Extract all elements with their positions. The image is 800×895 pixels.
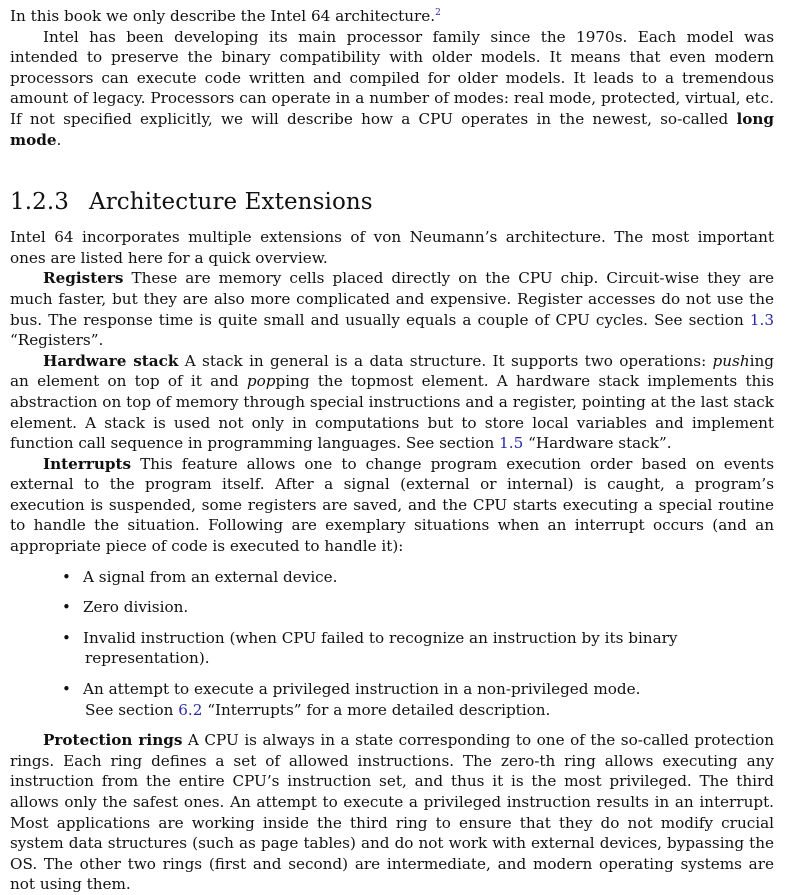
intro-paragraph-text: Intel has been developing its main processor family since the 1970s. Each model was intended to preserve the binary compatibility with older models. It means that even modern processors can execute code written and compiled for older models. It leads to a tremendous amount of legacy. Processors can operate in a number of modes: real mode, protected, virtual, etc. If not specified explicitly, we will describe how a CPU operates in the newest, so-called [10,27,774,128]
stack-text-1: A stack in general is a data structure. It supports two operations: [178,351,713,370]
interrupt-list [10,567,774,721]
interrupts-text: This feature allows one to change program execution order based on events external to the program itself. After a signal (external or internal) is caught, a program’s execution is suspended, some registers are saved, and the CPU starts executing a special routine to handle the situation. Following are exemplary situations when an interrupt occurs (and an appropriate piece of code is executed to handle it): [10,454,774,556]
stack-section-link[interactable]: 1.5 [499,434,524,453]
registers-text: These are memory cells placed directly on the CPU chip. Circuit-wise they are much faster, but they are also more complicated and expensive. Register accesses do not use the bus. The response time is quite small and usually equals a couple of CPU cycles. See section [10,269,774,329]
interrupts-term: Interrupts [43,454,132,473]
overview-paragraph: Intel 64 incorporates multiple extensions of von Neumann’s architecture. The most important ones are listed here for a quick overview. [10,228,774,267]
registers-end: “Registers”. [10,331,104,350]
list-item-text: Zero division. [83,598,189,617]
interrupts-paragraph [10,454,774,557]
stack-text-3: ping the topmost element. A hardware stack implements this abstraction on top of memory through special instructions and a register, pointing at the last stack element. A stack is used not only in computations but to store local variables and implement function call sequence in programming languages. See section [10,372,774,453]
bullet-icon: • [62,598,71,617]
intro-text: In this book we only describe the Intel 64 architecture. [10,7,436,25]
registers-paragraph [10,268,774,350]
long-mode-term: long mode [10,109,774,149]
list-item [10,628,774,669]
footnote-link[interactable]: 2 [435,8,441,18]
list-item [10,679,774,720]
intro-paragraph-end: . [56,130,62,149]
intro-line [10,6,774,27]
stack-text-2: ing an element on top of it and [10,351,775,391]
interrupts-section-link[interactable]: 6.2 [178,700,203,719]
push-emphasis: push [712,351,750,370]
bullet-icon: • [62,628,71,647]
rings-text: A CPU is always in a state corresponding to one of the so-called protection rings. Each ring defines a set of allowed instructions. The zero-th ring allows executing any instruction from the entire CPU’s instruction set, and thus it is the most privileged. The third allows only the safest ones. An attempt to execute a privileged instruction results in an interrupt. Most applications are working inside the third ring to ensure that they do not modify crucial system data structures (such as page tables) and do not work with external devices, bypassing the OS. The other two rings (first and second) are intermediate, and modern operating systems are not using them. [10,731,774,894]
stack-end: “Hardware stack”. [523,434,672,453]
intro-paragraph [10,27,774,151]
list-item-text: An attempt to execute a privileged instruction in a non-privileged mode. [83,680,641,699]
rings-paragraph [10,730,774,895]
registers-term: Registers [43,269,124,288]
section-title: Architecture Extensions [89,189,373,216]
bullet-icon: • [62,567,71,586]
bullet-icon: • [62,680,71,699]
see-section-text: See section [85,700,179,719]
rings-term: Protection rings [43,731,183,750]
list-item-continuation: representation). [85,649,210,668]
section-number: 1.2.3 [10,189,70,216]
list-item-text: A signal from an external device. [83,567,338,586]
section-heading [10,188,774,216]
stack-term: Hardware stack [43,351,179,370]
list-item-text: Invalid instruction (when CPU failed to recognize an instruction by its binary [83,628,678,647]
stack-paragraph [10,351,774,454]
book-page [10,6,774,895]
list-item-continuation [83,700,774,721]
pop-emphasis: pop [246,372,276,391]
registers-section-link[interactable]: 1.3 [749,310,774,329]
list-item [10,597,774,618]
see-section-end: “Interrupts” for a more detailed description. [202,700,551,719]
list-item [10,567,774,588]
